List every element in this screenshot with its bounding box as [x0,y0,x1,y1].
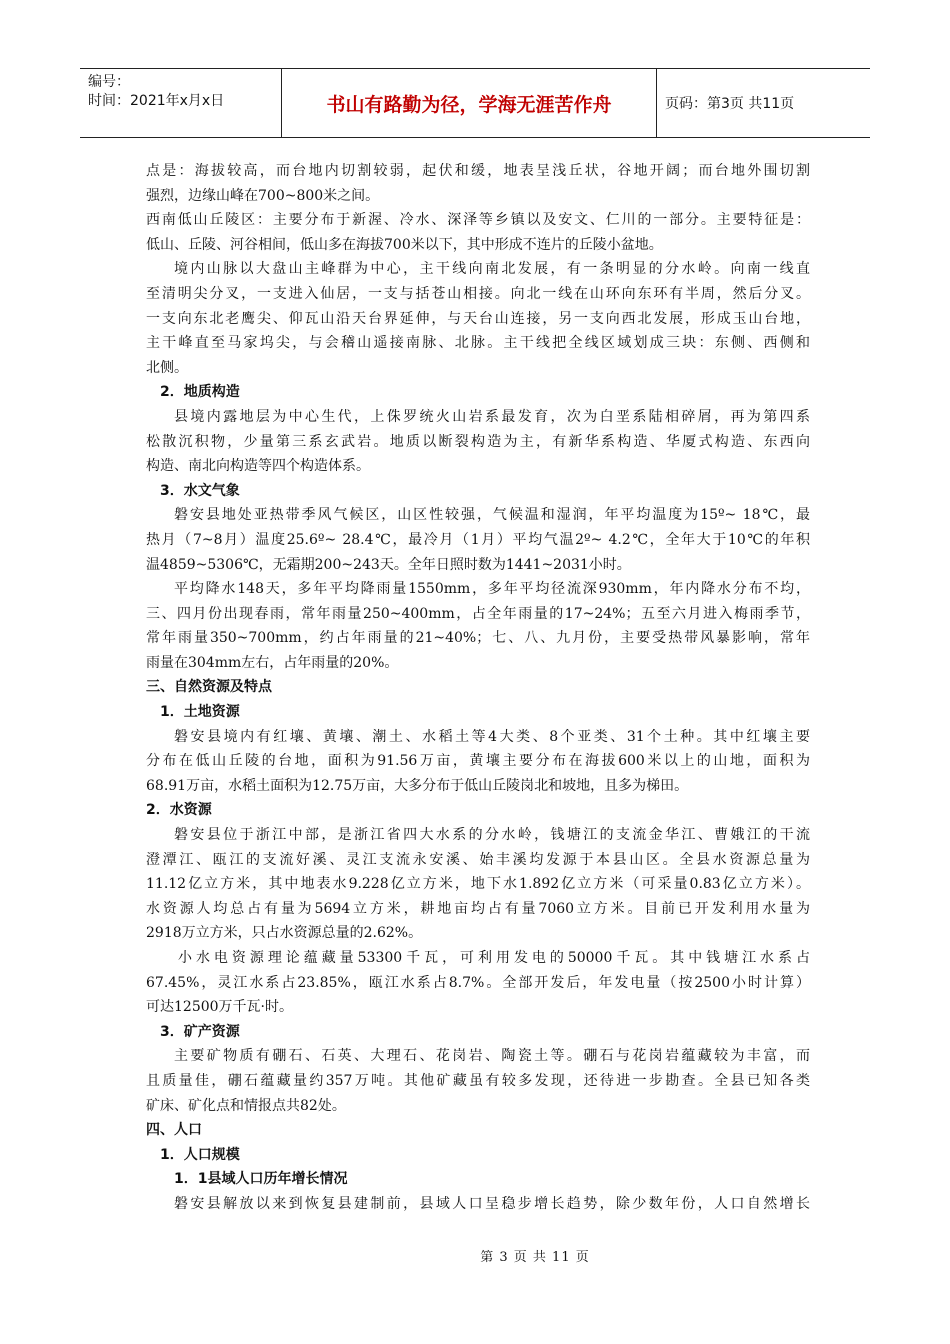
text-line: 县境内露地层为中心生代，上侏罗统火山岩系最发育，次为白垩系陆相碎屑，再为第四系 [174,408,810,425]
text-line: 温4859~5306℃，无霜期200~243天。全年日照时数为1441~2031小时。 [146,556,631,573]
subsection-heading: 1．1县域人口历年增长情况 [174,1171,348,1188]
text-line: 热月（7~8月）温度25.6º~ 28.4℃，最冷月（1月）平均气温2º~ 4.2℃，全年大于10℃的年积 [146,531,810,548]
text-line: 平均降水148天，多年平均降雨量1550mm，多年平均径流深930mm，年内降水分布不均， [174,581,810,598]
text-line: 三、四月份出现春雨，常年雨量250~400mm，占全年雨量的17~24%；五至六月进入梅雨季节， [146,605,810,622]
chapter-heading: 三、自然资源及特点 [146,679,272,696]
text-line: 水资源人均总占有量为5694立方米，耕地亩均占有量7060立方米。目前已开发利用水量为 [146,900,810,917]
text-line: 主干峰直至马家坞尖，与会稽山遥接南脉、北脉。主干线把全线区域划成三块：东侧、西侧和 [146,335,810,352]
text-line: 11.12亿立方米，其中地表水9.228亿立方米，地下水1.892亿立方米（可采量0.83亿立方米）。 [146,876,810,893]
text-line: 强烈，边缘山峰在700~800米之间。 [146,187,380,204]
text-line: 68.91万亩，水稻土面积为12.75万亩，大多分布于低山丘陵岗北和坡地，且多为梯田。 [146,777,689,794]
chapter-heading: 四、人口 [146,1122,202,1139]
text-line: 可达12500万千瓦·时。 [146,999,293,1016]
text-line: 松散沉积物，少量第三系玄武岩。地质以断裂构造为主，有新华系构造、华厦式构造、东西向 [146,433,810,450]
page-footer [0,1246,950,1265]
text-line: 澄潭江、瓯江的支流好溪、灵江支流永安溪、始丰溪均发源于本县山区。全县水资源总量为 [146,851,810,868]
text-line: 主要矿物质有硼石、石英、大理石、花岗岩、陶瓷土等。硼石与花岗岩蕴藏较为丰富，而 [174,1048,810,1065]
page-header [80,68,870,138]
text-line: 点是：海拔较高，而台地内切割较弱，起伏和缓，地表呈浅丘状，谷地开阔；而台地外围切割 [146,163,810,179]
text-line: 常年雨量350~700mm，约占年雨量的21~40%；七、八、九月份，主要受热带风暴影响，常年 [146,630,810,647]
header-meta [80,69,282,137]
text-line: 67.45%，灵江水系占23.85%，瓯江水系占8.7%。全部开发后，年发电量（按2500小时计算） [146,974,810,991]
text-line: 磐安县地处亚热带季风气候区，山区性较强，气候温和湿润，年平均温度为15º~ 18℃，最 [174,507,810,524]
section-heading: 2．水资源 [146,802,212,819]
text-line: 西南低山丘陵区：主要分布于新渥、冷水、深泽等乡镇以及安文、仁川的一部分。主要特征是： [146,212,810,229]
text-line: 北侧。 [146,359,188,376]
text-line: 磐安县解放以来到恢复县建制前，县域人口呈稳步增长趋势，除少数年份，人口自然增长 [174,1195,810,1212]
text-line: 2918万立方米，只占水资源总量的2.62%。 [146,925,423,942]
document-body [146,159,810,1217]
text-line: 低山、丘陵、河谷相间，低山多在海拔700米以下，其中形成不连片的丘陵小盆地。 [146,236,663,253]
text-line: 矿床、矿化点和情报点共82处。 [146,1097,346,1114]
text-line: 一支向东北老鹰尖、仰瓦山沿天台界延伸，与天台山连接，另一支向西北发展，形成玉山台地， [146,310,810,327]
text-line: 境内山脉以大盘山主峰群为中心，主干线向南北发展，有一条明显的分水岭。向南一线直 [174,261,810,278]
text-line: 磐安县位于浙江中部，是浙江省四大水系的分水岭，钱塘江的支流金华江、曹娥江的干流 [174,827,810,844]
text-line: 且质量佳，硼石蕴藏量约357万吨。其他矿藏虽有较多发现，还待进一步勘查。全县已知各类 [146,1072,810,1089]
section-heading: 1．土地资源 [160,704,240,721]
text-line: 雨量在304mm左右，占年雨量的20%。 [146,654,399,671]
time-label: 时间：2021年x月x日 [88,93,225,109]
text-line: 磐安县境内有红壤、黄壤、潮土、水稻土等4大类、8个亚类、31个土种。其中红壤主要 [174,728,810,745]
footer-page-number: 第 3 页 共 11 页 [480,1250,590,1265]
section-heading: 2．地质构造 [160,384,240,401]
number-label: 编号： [88,74,130,90]
text-line: 分布在低山丘陵的台地，面积为91.56万亩，黄壤主要分布在海拔600米以上的山地，面积为 [146,753,810,770]
section-heading: 1．人口规模 [160,1146,240,1163]
header-page-info: 页码：第3页 共11页 [665,96,795,112]
text-line: 至清明尖分叉，一支进入仙居，一支与括苍山相接。向北一线在山环向东环有半周，然后分叉。 [146,285,810,302]
text-line: 小水电资源理论蕴藏量53300千瓦，可利用发电的50000千瓦。其中钱塘江水系占 [178,950,810,966]
text-line: 构造、南北向构造等四个构造体系。 [146,458,370,475]
section-heading: 3．水文气象 [160,482,240,499]
section-heading: 3．矿产资源 [160,1023,240,1040]
header-motto: 书山有路勤为径，学海无涯苦作舟 [282,69,657,137]
